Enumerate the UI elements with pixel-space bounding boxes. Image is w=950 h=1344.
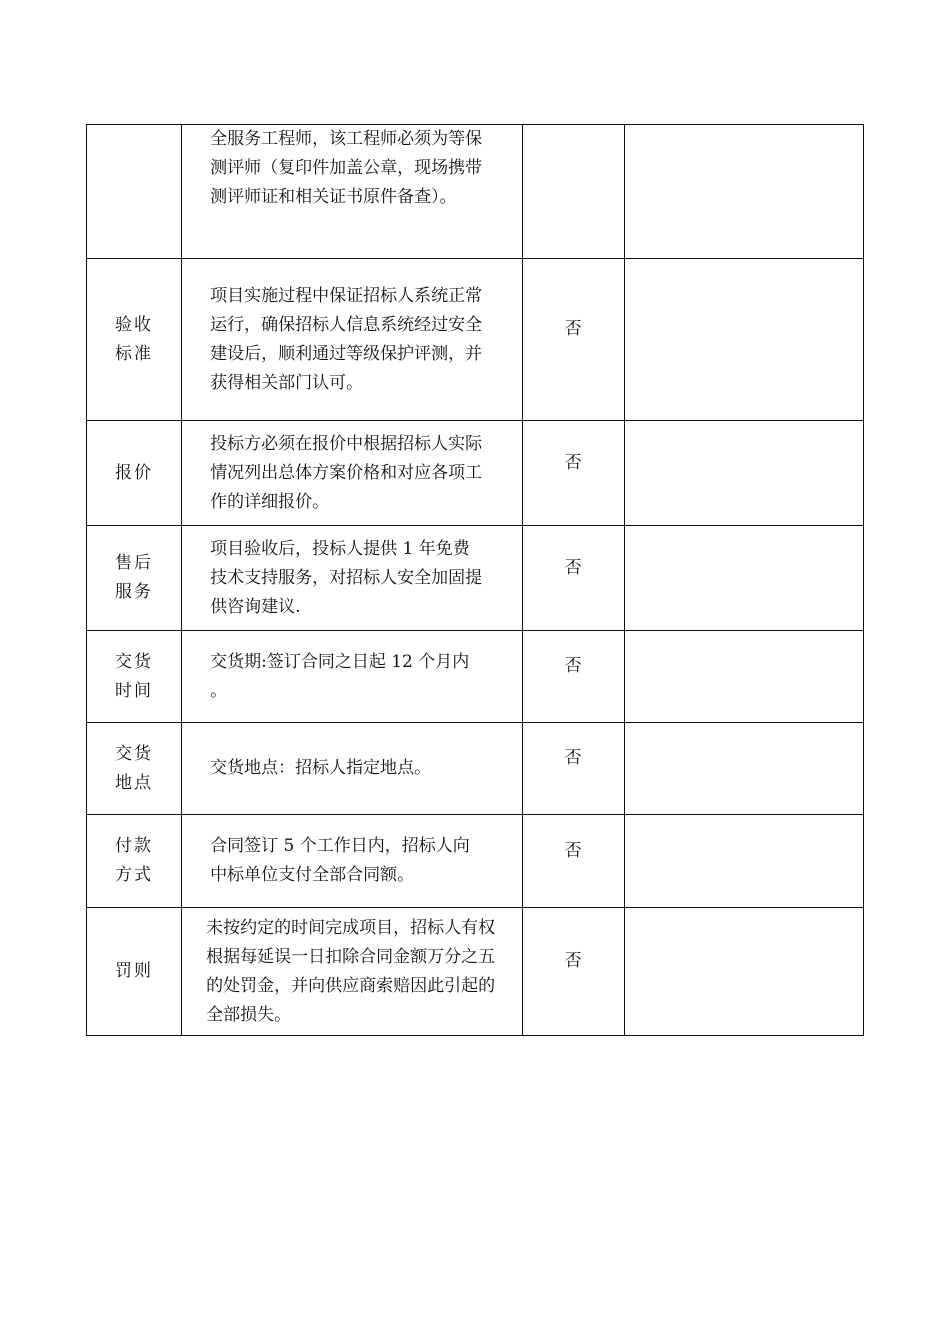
row-answer: 否 (564, 557, 582, 578)
row-content: 投标方必须在报价中根据招标人实际情况列出总体方案价格和对应各项工作的详细报价。 (210, 433, 483, 512)
row-content-cell (182, 526, 522, 631)
table-row (87, 526, 864, 631)
row-label: 验收标准 (115, 314, 154, 364)
row-label: 交货地点 (115, 743, 154, 793)
row-answer-cell (522, 723, 624, 815)
row-note-cell (624, 526, 863, 631)
table-row (87, 815, 864, 908)
row-content-cell (182, 908, 522, 1036)
row-answer-cell (522, 259, 624, 421)
row-label: 付款方式 (115, 836, 154, 885)
row-note-cell (624, 125, 863, 259)
row-label: 报价 (115, 462, 154, 483)
row-content: 项目验收后，投标人提供 1 年免费技术支持服务，对招标人安全加固提供咨询建议. (210, 538, 483, 617)
row-label-cell (87, 259, 182, 421)
row-content-cell (182, 815, 522, 908)
row-note-cell (624, 631, 863, 723)
row-label: 罚则 (115, 961, 154, 981)
row-label-cell (87, 421, 182, 526)
row-answer: 否 (564, 951, 582, 971)
table-row (87, 631, 864, 723)
row-label-cell (87, 631, 182, 723)
row-content-cell (182, 421, 522, 526)
row-note-cell (624, 723, 863, 815)
row-label-cell (87, 815, 182, 908)
row-answer: 否 (564, 656, 582, 676)
row-content: 交货期:签订合同之日起 12 个月内。 (210, 651, 470, 701)
row-content-cell (182, 259, 522, 421)
row-label-cell (87, 125, 182, 259)
row-note-cell (624, 815, 863, 908)
table-row (87, 723, 864, 815)
row-answer: 否 (564, 748, 582, 768)
row-content: 合同签订 5 个工作日内，招标人向中标单位支付全部合同额。 (210, 836, 470, 885)
row-content-cell (182, 723, 522, 815)
row-answer-cell (522, 526, 624, 631)
table-row (87, 421, 864, 526)
row-label: 交货时间 (115, 651, 154, 701)
table-row (87, 259, 864, 421)
row-answer: 否 (564, 319, 582, 339)
row-answer-cell (522, 815, 624, 908)
row-content: 交货地点：招标人指定地点。 (210, 758, 432, 778)
table-row (87, 908, 864, 1036)
row-content: 项目实施过程中保证招标人系统正常运行，确保招标人信息系统经过安全建设后，顺利通过等级保护评测，并获得相关部门认可。 (210, 285, 483, 393)
requirements-table (86, 124, 864, 1036)
row-content: 未按约定的时间完成项目，招标人有权根据每延误一日扣除合同金额万分之五的处罚金，并向供应商索赔因此引起的全部损失。 (206, 917, 496, 1025)
row-answer-cell (522, 125, 624, 259)
row-answer: 否 (564, 840, 582, 861)
row-answer-cell (522, 421, 624, 526)
row-note-cell (624, 908, 863, 1036)
row-label-cell (87, 723, 182, 815)
row-answer: 否 (564, 452, 582, 473)
row-answer-cell (522, 908, 624, 1036)
row-content-cell (182, 631, 522, 723)
row-content-cell (182, 125, 522, 259)
row-label-cell (87, 908, 182, 1036)
row-label: 售后服务 (115, 553, 154, 602)
row-note-cell (624, 421, 863, 526)
row-answer-cell (522, 631, 624, 723)
row-note-cell (624, 259, 863, 421)
row-content: 全服务工程师，该工程师必须为等保测评师（复印件加盖公章，现场携带测评师证和相关证书原件备查）。 (210, 129, 483, 207)
row-label-cell (87, 526, 182, 631)
table-row (87, 125, 864, 259)
